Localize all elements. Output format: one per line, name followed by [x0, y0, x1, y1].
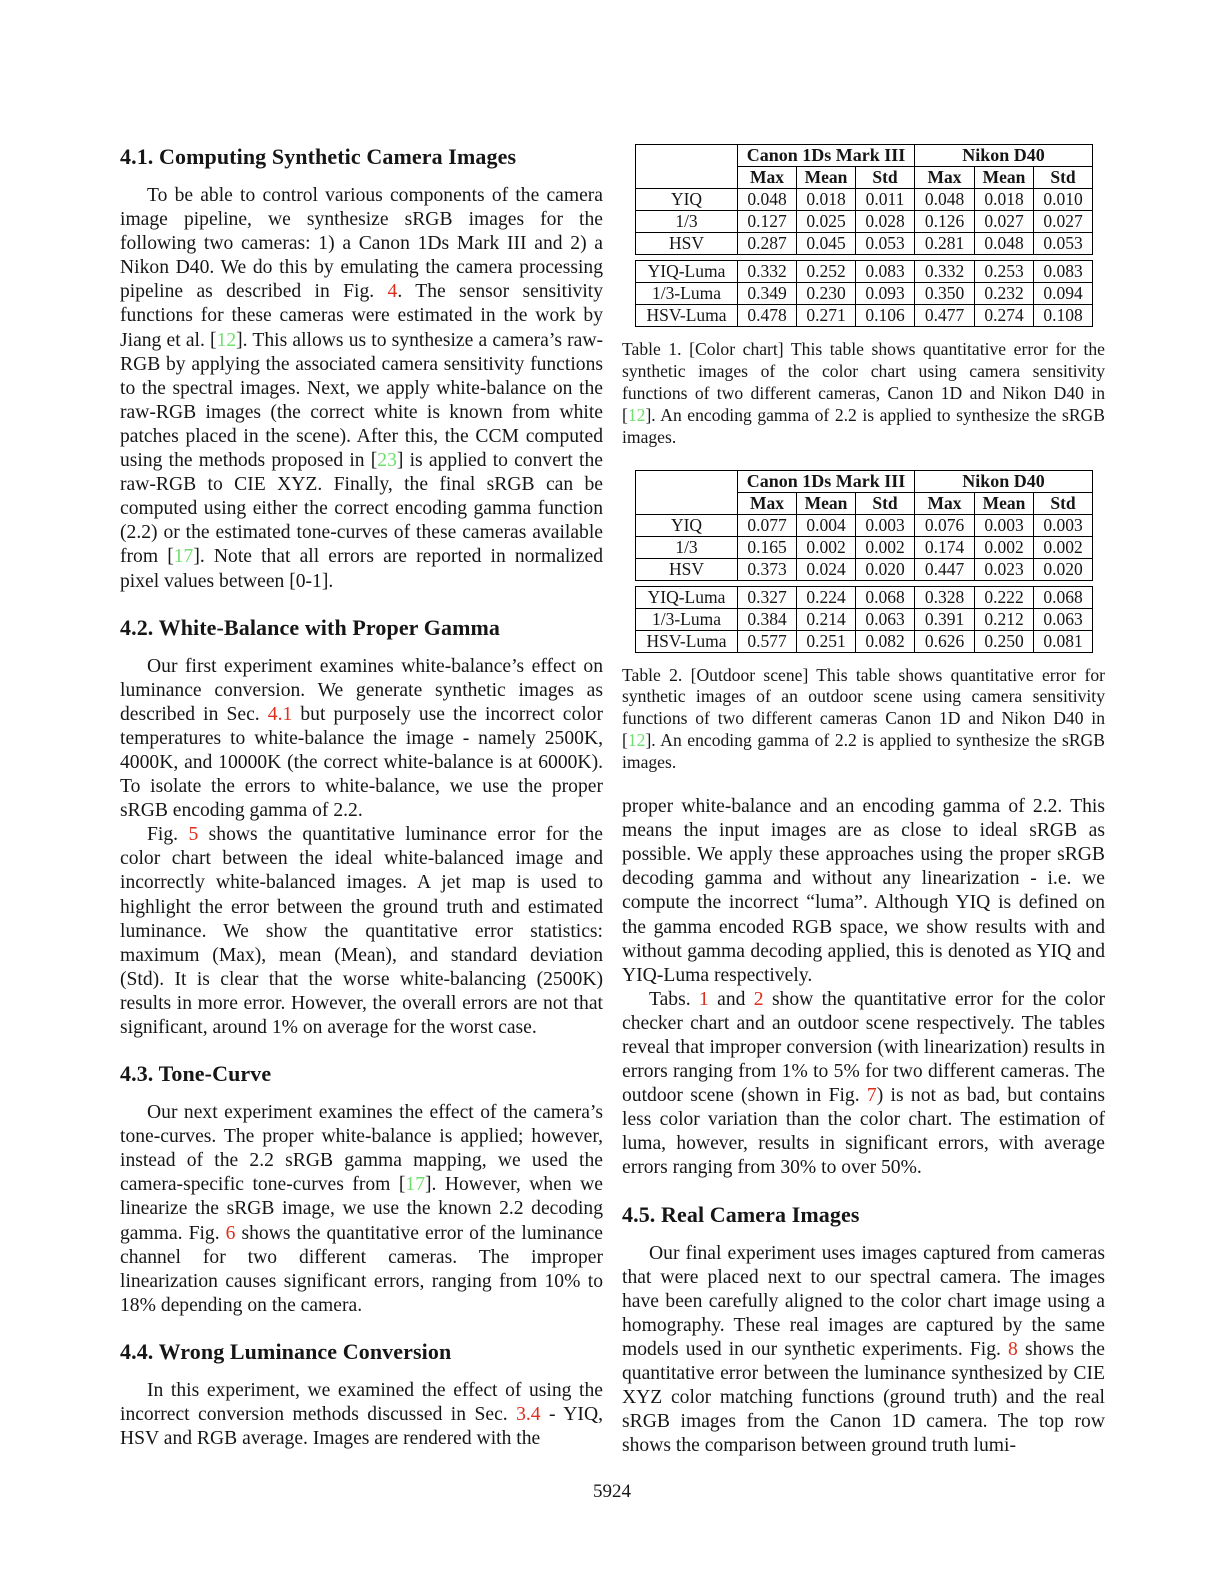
camera-group-header: Canon 1Ds Mark III [738, 145, 915, 167]
value-cell: 0.010 [1034, 189, 1093, 211]
table-1-caption [622, 339, 1105, 449]
row-label: 1/3 [636, 211, 738, 233]
value-cell: 0.577 [738, 630, 797, 652]
text-run: and [708, 988, 754, 1010]
value-cell: 0.045 [797, 233, 856, 255]
value-cell: 0.214 [797, 608, 856, 630]
table-row [636, 586, 1093, 608]
value-cell: 0.018 [797, 189, 856, 211]
value-cell: 0.063 [1034, 608, 1093, 630]
value-cell: 0.447 [915, 558, 975, 580]
value-cell: 0.271 [797, 305, 856, 327]
text-run: ) is not as bad, but contains less color variation than the color chart. The estimation of luma, however, results in significant errors, with average errors ranging from 30% to over 50%. [622, 1085, 1105, 1179]
text-run: To be able to control various components of the camera image pipeline, we synthesize sRGB images for the following two cameras: 1) a Canon 1Ds Mark III and 2) a Nikon D40. We do this by emulating the camera processing pipeline as described in Fig. [120, 185, 603, 303]
value-cell: 0.027 [975, 211, 1034, 233]
value-cell: 0.391 [915, 608, 975, 630]
value-cell: 0.251 [797, 630, 856, 652]
value-cell: 0.373 [738, 558, 797, 580]
paragraph-4-2-1 [120, 655, 603, 824]
stat-column-header: Mean [975, 492, 1034, 514]
value-cell: 0.349 [738, 283, 797, 305]
text-run: Table 2. [Outdoor scene] This table shows quantitative error for synthetic images of an outdoor scene using camera sensitivity functions of two different cameras Canon 1D and Nikon D40 in [ [622, 664, 1105, 751]
table-row [636, 261, 1093, 283]
value-cell: 0.068 [856, 586, 915, 608]
value-cell: 0.083 [1034, 261, 1093, 283]
value-cell: 0.281 [915, 233, 975, 255]
table-row [636, 283, 1093, 305]
value-cell: 0.081 [1034, 630, 1093, 652]
value-cell: 0.478 [738, 305, 797, 327]
paragraph-4-5-1 [622, 1242, 1105, 1459]
internal-ref-link[interactable]: 5 [188, 824, 199, 846]
citation-ref-link[interactable]: 12 [216, 329, 237, 351]
text-run: proper white-balance and an encoding gamma of 2.2. This means the input images are as close to ideal sRGB as possible. We apply these approaches using the proper sRGB decoding gamma and without any linearization - i.e. we compute the incorrect “luma”. Although YIQ is defined on the gamma encoded RGB space, we show results with and without gamma decoding applied, this is denoted as YIQ and YIQ-Luma respectively. [622, 796, 1105, 986]
internal-ref-link[interactable]: 3.4 [516, 1404, 541, 1426]
table-row [636, 233, 1093, 255]
row-label: HSV-Luma [636, 630, 738, 652]
value-cell: 0.053 [856, 233, 915, 255]
value-cell: 0.332 [738, 261, 797, 283]
value-cell: 0.020 [856, 558, 915, 580]
text-run: ]. An encoding gamma of 2.2 is applied to synthesize the sRGB images. [622, 730, 1105, 773]
table-row [636, 211, 1093, 233]
value-cell: 0.350 [915, 283, 975, 305]
value-cell: 0.002 [856, 536, 915, 558]
value-cell: 0.020 [1034, 558, 1093, 580]
internal-ref-link[interactable]: 2 [753, 988, 764, 1010]
left-column [120, 140, 603, 1451]
value-cell: 0.328 [915, 586, 975, 608]
value-cell: 0.002 [1034, 536, 1093, 558]
stat-column-header: Std [856, 492, 915, 514]
text-run: shows the quantitative luminance error for the color chart between the ideal white-balanced image and incorrectly white-balanced images. A jet map is used to highlight the error between the ground truth and estimated luminance. We show the quantitative error statistics: maximum (Max), mean (Mean), and standard deviation (Std). It is clear that the worse white-balancing (2500K) results in more error. However, the overall errors are not that significant, around 1% on average for the worst case. [120, 824, 603, 1038]
text-run: Tabs. [649, 988, 699, 1010]
row-label: 1/3-Luma [636, 608, 738, 630]
section-heading-4-2: 4.2. White-Balance with Proper Gamma [120, 614, 501, 640]
internal-ref-link[interactable]: 4 [387, 281, 398, 303]
section-heading-4-1: 4.1. Computing Synthetic Camera Images [120, 144, 517, 169]
stat-column-header: Std [1034, 167, 1093, 189]
value-cell: 0.165 [738, 536, 797, 558]
section-heading-4-5: 4.5. Real Camera Images [622, 1201, 860, 1227]
row-label: YIQ [636, 189, 738, 211]
row-label: YIQ-Luma [636, 586, 738, 608]
table-row [636, 514, 1093, 536]
text-run: ]. However, when we linearize the sRGB image, we use the known 2.2 decoding gamma. Fig. [120, 1174, 603, 1244]
value-cell: 0.063 [856, 608, 915, 630]
table-2-upper [635, 470, 1093, 581]
stat-column-header: Max [738, 167, 797, 189]
text-run: ]. An encoding gamma of 2.2 is applied to synthesize the sRGB images. [622, 404, 1105, 447]
right-column [622, 140, 1105, 1458]
table-corner-cell [636, 470, 738, 514]
value-cell: 0.093 [856, 283, 915, 305]
value-cell: 0.025 [797, 211, 856, 233]
camera-group-header: Nikon D40 [915, 145, 1093, 167]
table-corner-cell [636, 145, 738, 189]
text-run: ] is applied to convert the raw-RGB to CIE XYZ. Finally, the final sRGB can be computed using either the correct encoding gamma function (2.2) or the estimated tone-curves of these cameras available from [ [120, 450, 603, 568]
internal-ref-link[interactable]: 4.1 [267, 703, 293, 725]
table-row [636, 558, 1093, 580]
value-cell: 0.068 [1034, 586, 1093, 608]
value-cell: 0.230 [797, 283, 856, 305]
internal-ref-link[interactable]: 6 [225, 1222, 236, 1244]
paragraph-4-4-tables [622, 988, 1105, 1181]
table-row [636, 305, 1093, 327]
value-cell: 0.002 [975, 536, 1034, 558]
table-row [636, 536, 1093, 558]
value-cell: 0.003 [856, 514, 915, 536]
text-run: shows the quantitative error of the luminance channel for two different cameras. The improper linearization causes significant errors, ranging from 10% to 18% depending on the camera. [120, 1222, 604, 1316]
value-cell: 0.011 [856, 189, 915, 211]
camera-group-header: Canon 1Ds Mark III [738, 470, 915, 492]
value-cell: 0.332 [915, 261, 975, 283]
paragraph-4-4-continued [622, 795, 1105, 988]
value-cell: 0.106 [856, 305, 915, 327]
row-label: HSV [636, 233, 738, 255]
value-cell: 0.003 [1034, 514, 1093, 536]
row-label: HSV-Luma [636, 305, 738, 327]
section-heading-4-4: 4.4. Wrong Luminance Conversion [120, 1338, 452, 1364]
citation-ref-link[interactable]: 12 [627, 730, 646, 751]
row-label: HSV [636, 558, 738, 580]
stat-column-header: Max [915, 492, 975, 514]
paragraph-4-3-1 [120, 1101, 603, 1318]
value-cell: 0.253 [975, 261, 1034, 283]
value-cell: 0.327 [738, 586, 797, 608]
value-cell: 0.048 [915, 189, 975, 211]
table-1-upper [635, 144, 1093, 255]
text-run: - YIQ, HSV and RGB average. Images are rendered with the [120, 1404, 603, 1450]
citation-ref-link[interactable]: 23 [377, 450, 397, 472]
value-cell: 0.094 [1034, 283, 1093, 305]
stat-column-header: Mean [975, 167, 1034, 189]
stat-column-header: Std [856, 167, 915, 189]
value-cell: 0.126 [915, 211, 975, 233]
value-cell: 0.003 [975, 514, 1034, 536]
value-cell: 0.224 [797, 586, 856, 608]
internal-ref-link[interactable]: 1 [698, 988, 709, 1010]
citation-ref-link[interactable]: 17 [173, 546, 194, 568]
text-run: ]. This allows us to synthesize a camera’s raw-RGB by applying the associated camera sensitivity functions to the spectral images. Next, we apply white-balance on the raw-RGB images (the correct white is known from white patches placed in the scene). After this, the CCM computed using the methods proposed in [ [120, 329, 604, 472]
value-cell: 0.004 [797, 514, 856, 536]
table-row [636, 608, 1093, 630]
value-cell: 0.384 [738, 608, 797, 630]
value-cell: 0.024 [797, 558, 856, 580]
value-cell: 0.127 [738, 211, 797, 233]
value-cell: 0.222 [975, 586, 1034, 608]
value-cell: 0.108 [1034, 305, 1093, 327]
table-2-luma-section [635, 586, 1093, 653]
value-cell: 0.477 [915, 305, 975, 327]
value-cell: 0.252 [797, 261, 856, 283]
value-cell: 0.232 [975, 283, 1034, 305]
table-1 [635, 144, 1092, 327]
stat-column-header: Mean [797, 492, 856, 514]
text-run: Fig. [147, 824, 189, 846]
internal-ref-link[interactable]: 7 [866, 1085, 877, 1107]
value-cell: 0.053 [1034, 233, 1093, 255]
value-cell: 0.250 [975, 630, 1034, 652]
paragraph-4-4-1 [120, 1379, 603, 1451]
value-cell: 0.018 [975, 189, 1034, 211]
value-cell: 0.076 [915, 514, 975, 536]
value-cell: 0.082 [856, 630, 915, 652]
text-run: ]. Note that all errors are reported in normalized pixel values between [0-1]. [120, 546, 603, 592]
table-row [636, 189, 1093, 211]
text-run: Table 1. [Color chart] This table shows quantitative error for the synthetic images of the color chart using camera sensitivity functions of two different cameras, Canon 1D and Nikon D40 in [ [622, 339, 1105, 425]
value-cell: 0.048 [738, 189, 797, 211]
paragraph-4-1-1 [120, 184, 603, 594]
section-heading-4-3: 4.3. Tone-Curve [120, 1061, 272, 1087]
stat-column-header: Std [1034, 492, 1093, 514]
table-2-caption [622, 665, 1105, 775]
row-label: YIQ-Luma [636, 261, 738, 283]
table-1-luma-section [635, 260, 1093, 327]
table-row [636, 630, 1093, 652]
value-cell: 0.048 [975, 233, 1034, 255]
text-run: but purposely use the incorrect color temperatures to white-balance the image - namely 2500K, 4000K, and 10000K (the correct white-balance is at 6000K). To isolate the errors to white-balance, we use the proper sRGB encoding gamma of 2.2. [120, 703, 604, 822]
camera-group-header: Nikon D40 [915, 470, 1093, 492]
value-cell: 0.028 [856, 211, 915, 233]
row-label: 1/3-Luma [636, 283, 738, 305]
stat-column-header: Max [738, 492, 797, 514]
citation-ref-link[interactable]: 17 [405, 1174, 425, 1196]
page-number: 5924 [593, 1481, 631, 1502]
row-label: YIQ [636, 514, 738, 536]
stat-column-header: Max [915, 167, 975, 189]
text-run: Our first experiment examines white-balance’s effect on luminance conversion. We generate synthetic images as described in Sec. [120, 655, 603, 725]
value-cell: 0.077 [738, 514, 797, 536]
value-cell: 0.023 [975, 558, 1034, 580]
value-cell: 0.626 [915, 630, 975, 652]
paragraph-4-2-2 [120, 823, 603, 1040]
value-cell: 0.174 [915, 536, 975, 558]
citation-ref-link[interactable]: 12 [627, 404, 646, 425]
value-cell: 0.083 [856, 261, 915, 283]
row-label: 1/3 [636, 536, 738, 558]
text-run: shows the quantitative error between the luminance synthesized by CIE XYZ color matching functions (ground truth) and the real sRGB images from the Canon 1D camera. The top row shows the comparison between ground truth lumi- [622, 1338, 1105, 1457]
value-cell: 0.002 [797, 536, 856, 558]
value-cell: 0.274 [975, 305, 1034, 327]
text-run: Our next experiment examines the effect of the camera’s tone-curves. The proper white-balance is applied; however, instead of the 2.2 sRGB gamma mapping, we used the camera-specific tone-curves from [ [120, 1102, 603, 1196]
table-2 [635, 470, 1092, 653]
value-cell: 0.287 [738, 233, 797, 255]
text-run: In this experiment, we examined the effect of using the incorrect conversion methods discussed in Sec. [120, 1379, 603, 1426]
text-run: Our final experiment uses images captured from cameras that were placed next to our spectral camera. The images have been carefully aligned to the color chart image using a homography. These real images are captured by the same models used in our synthetic experiments. Fig. [622, 1242, 1105, 1360]
internal-ref-link[interactable]: 8 [1008, 1338, 1018, 1360]
value-cell: 0.027 [1034, 211, 1093, 233]
stat-column-header: Mean [797, 167, 856, 189]
text-run: show the quantitative error for the color checker chart and an outdoor scene respectively. The tables reveal that improper conversion (with linearization) results in errors ranging from 1% to 5% for two different cameras. The outdoor scene (shown in Fig. [622, 988, 1106, 1107]
text-run: . The sensor sensitivity functions for these cameras were estimated in the work by Jiang et al. [ [120, 281, 603, 351]
value-cell: 0.212 [975, 608, 1034, 630]
